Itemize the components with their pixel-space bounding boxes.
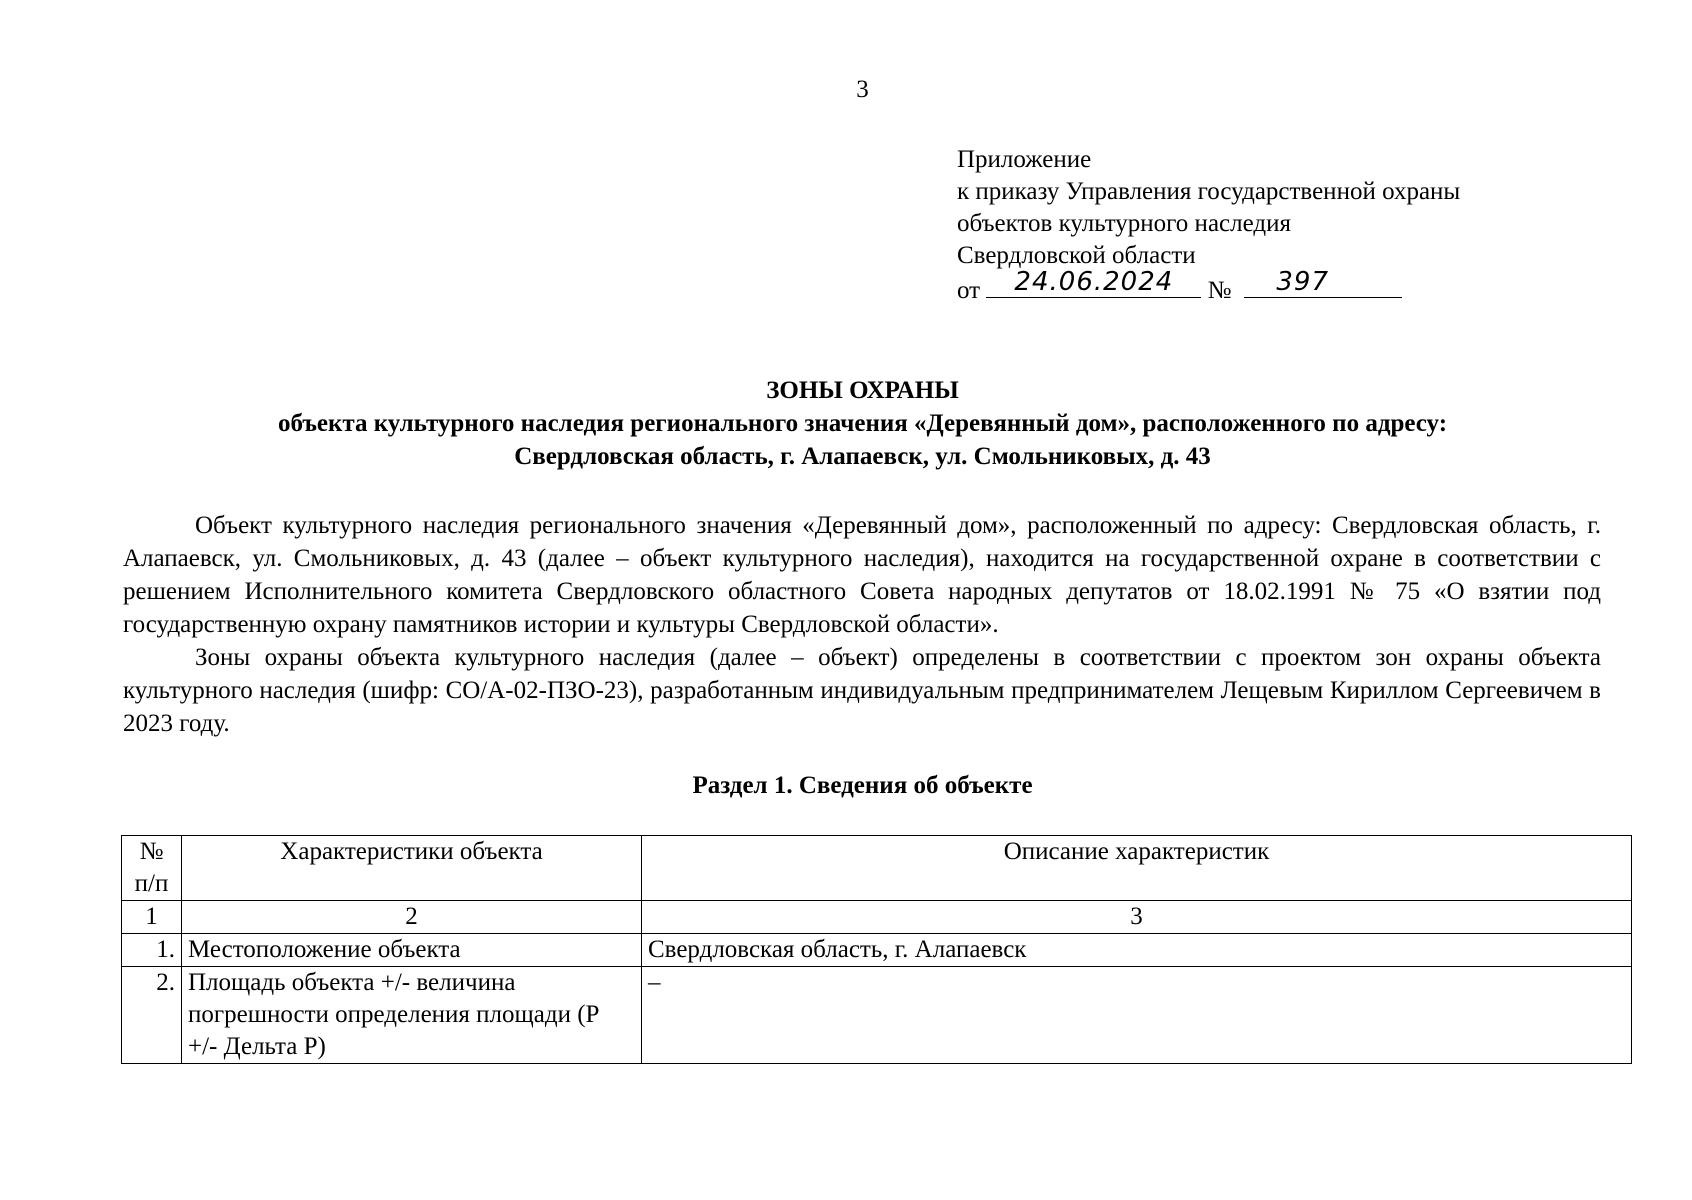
title-line-3: Свердловская область, г. Алапаевск, ул. Смольниковых, д. 43 [514,443,1211,470]
header-characteristics: Характеристики объекта [182,836,642,901]
order-date-number-line [957,267,1597,307]
object-info-table [121,835,1632,1064]
page-number: 3 [856,76,869,103]
table-row [122,934,1632,967]
row-characteristic: Местоположение объекта [182,934,642,967]
paragraph-1: Объект культурного наследия регионального значения «Деревянный дом», расположенный по адресу: Свердловская область, г. Алапаевск, ул. Смольниковых, д. 43 (далее – объект культурного наследия), находится на государственной охране в соответствии с решением Исполнительного комитета Свердловского областного Совета народных депутатов от 18.02.1991 № 75 «О взятии под государственную охрану памятников истории и культуры Свердловской области». [123,512,1601,638]
header-number: № п/п [122,836,182,901]
row-number: 1. [122,934,182,967]
appendix-block [957,144,1597,307]
appendix-line-1: Приложение [957,146,1092,173]
numbering-cell: 2 [182,901,642,934]
handwritten-number: 397 [1276,267,1330,297]
table-numbering-row [122,901,1632,934]
numbering-cell: 1 [122,901,182,934]
title-line-1: ЗОНЫ ОХРАНЫ [766,377,959,404]
row-characteristic: Площадь объекта +/- величина погрешности определения площади (Р +/- Дельта Р) [182,967,642,1064]
body-text [123,509,1601,740]
date-field [986,267,1201,298]
number-label: № [1207,277,1232,304]
row-number: 2. [122,967,182,1064]
document-title [0,374,1692,473]
header-description: Описание характеристик [642,836,1632,901]
numbering-cell: 3 [642,901,1632,934]
appendix-line-3: объектов культурного наследия [957,210,1291,237]
appendix-line-4: Свердловской области [957,242,1196,269]
row-description: – [642,967,1632,1064]
table-row [122,967,1632,1064]
table-header-row [122,836,1632,901]
title-line-2: объекта культурного наследия регионального значения «Деревянный дом», расположенного по адресу: [277,410,1448,437]
handwritten-date: 24.06.2024 [1014,267,1174,297]
paragraph-2: Зоны охраны объекта культурного наследия (далее – объект) определены в соответствии с проектом зон охраны объекта культурного наследия (шифр: СО/А-02-ПЗО-23), разработанным индивидуальным предпринимателем Лещевым Кириллом Сергеевичем в 2023 году. [123,644,1601,737]
section-title: Раздел 1. Сведения об объекте [692,772,1033,799]
appendix-line-2: к приказу Управления государственной охраны [957,178,1461,205]
number-field [1244,267,1402,298]
from-label: от [957,277,981,304]
row-description: Свердловская область, г. Алапаевск [642,934,1632,967]
